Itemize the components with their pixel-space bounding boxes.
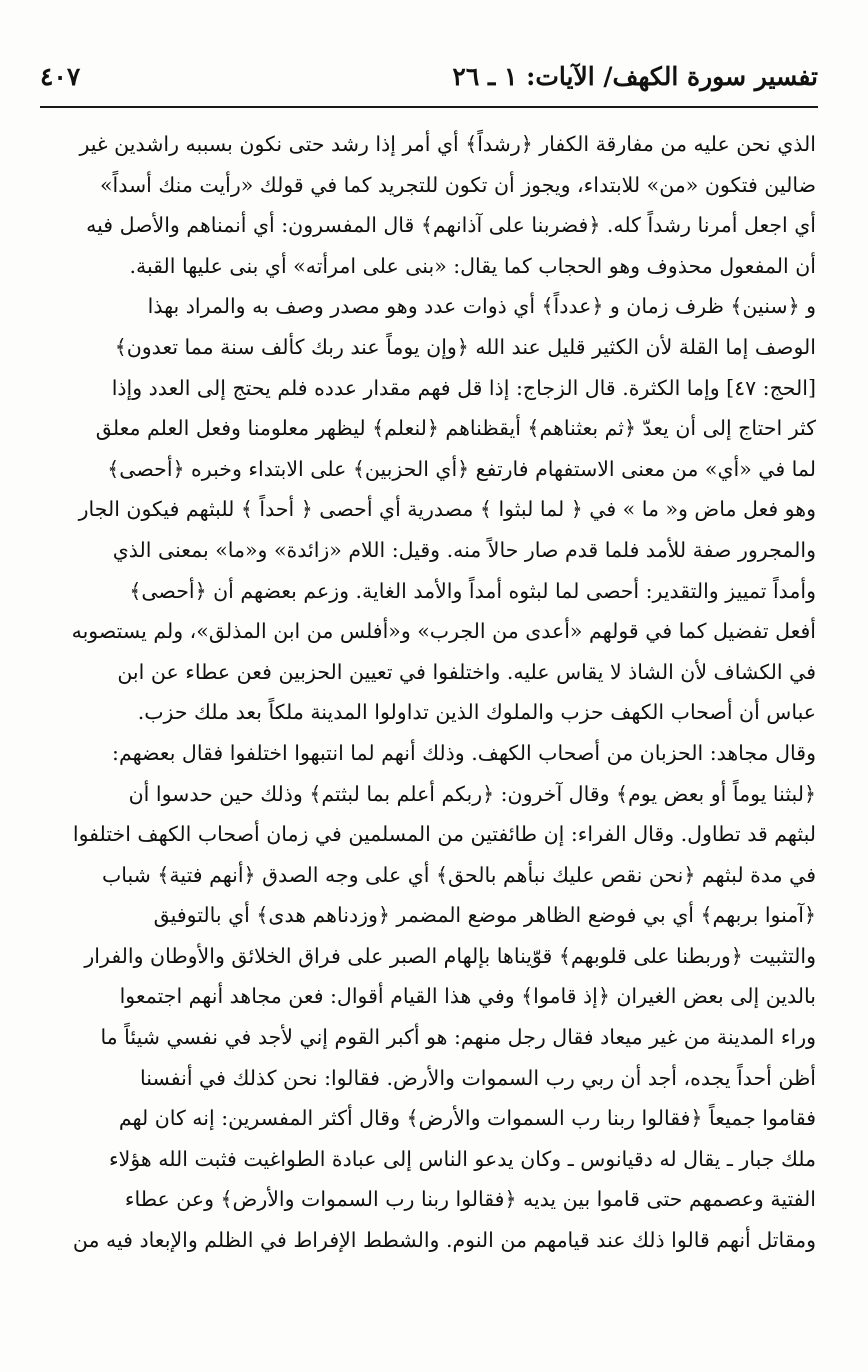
text-line: ومقاتل أنهم قالوا ذلك عند قيامهم من النوم. والشطط الإفراط في الظلم والإبعاد فيه من [72,1228,816,1253]
text-line: الوصف إما القلة لأن الكثير قليل عند الله ﴿وإن يوماً عند ربك كألف سنة مما تعدون﴾ [114,334,816,359]
text-line: وهو فعل ماض و« ما » في ﴿ لما لبثوا ﴾ مصدرية أي أحصى ﴿ أحداً ﴾ للبثهم فيكون الجار [78,497,816,522]
running-title: تفسير سورة الكهف/ الآيات: ١ ـ ٢٦ [452,62,818,91]
body-text [44,124,816,1261]
text-line: أن المفعول محذوف وهو الحجاب كما يقال: «بنى على امرأته» أي بنى عليها القبة. [129,253,816,278]
text-line: الذي نحن عليه من مفارقة الكفار ﴿رشداً﴾ أي أمر إذا رشد حتى نكون بسببه راشدين غير [79,132,816,156]
page-number: ٤٠٧ [40,62,81,91]
text-line: و ﴿سنين﴾ ظرف زمان و ﴿عدداً﴾ أي ذوات عدد وهو مصدر وصف به والمراد بهذا [147,294,816,319]
text-line: أفعل تفضيل كما في قولهم «أعدى من الجرب» و«أفلس من ابن المذلق»، ولم يستصوبه [71,619,816,644]
text-line: ﴿لبثنا يوماً أو بعض يوم﴾ وقال آخرون: ﴿ربكم أعلم بما لبثتم﴾ وذلك حين حدسوا أن [128,781,816,806]
text-line: ﴿آمنوا بربهم﴾ أي بي فوضع الظاهر موضع المضمر ﴿وزدناهم هدى﴾ أي بالتوفيق [153,903,816,928]
text-line: الفتية وعصمهم حتى قاموا بين يديه ﴿فقالوا ربنا رب السموات والأرض﴾ وعن عطاء [124,1187,816,1212]
text-line: لما في «أي» من معنى الاستفهام فارتفع ﴿أي الحزبين﴾ على الابتداء وخبره ﴿أحصى﴾ [107,456,816,481]
text-line: ضالين فتكون «من» للابتداء، ويجوز أن تكون للتجريد كما في قولك «رأيت منك أسداً» [99,172,816,197]
text-line: في مدة لبثهم ﴿نحن نقص عليك نبأهم بالحق﴾ أي على وجه الصدق ﴿أنهم فتية﴾ شباب [101,862,816,887]
text-line: كثر احتاج إلى أن يعدّ ﴿ثم بعثناهم﴾ أيقظناهم ﴿لنعلم﴾ ليظهر معلومنا وفعل العلم معلق [95,416,816,441]
text-line: عباس أن أصحاب الكهف حزب والملوك الذين تداولوا المدينة ملكاً بعد ملك حزب. [137,700,816,725]
text-line: وقال مجاهد: الحزبان من أصحاب الكهف. وذلك أنهم لما انتبهوا اختلفوا فقال بعضهم: [112,740,816,765]
text-line: وراء المدينة من غير ميعاد فقال رجل منهم: هو أكبر القوم إني لأجد في نفسي شيئاً ما [100,1025,816,1050]
text-line: بالدين إلى بعض الغيران ﴿إذ قاموا﴾ وفي هذا القيام أقوال: فعن مجاهد أنهم اجتمعوا [119,984,816,1009]
text-line: أي اجعل أمرنا رشداً كله. ﴿فضربنا على آذانهم﴾ قال المفسرون: أي أنمناهم والأصل فيه [86,213,816,238]
text-line: لبثهم قد تطاول. وقال الفراء: إن طائفتين من المسلمين في زمان أصحاب الكهف اختلفوا [72,822,816,847]
text-line: فقاموا جميعاً ﴿فقالوا ربنا رب السموات والأرض﴾ وقال أكثر المفسرين: إنه كان لهم [118,1106,816,1131]
text-line: والتثبيت ﴿وربطنا على قلوبهم﴾ قوّيناها بإلهام الصبر على فراق الخلائق والأوطان والفرار [84,943,816,968]
text-line: في الكشاف لأن الشاذ لا يقاس عليه. واختلفوا في تعيين الحزبين فعن عطاء عن ابن [117,659,816,684]
text-line: وأمداً تمييز والتقدير: أحصى لما لبثوه أمداً والأمد الغاية. وزعم بعضهم أن ﴿أحصى﴾ [129,578,816,603]
text-line: والمجرور صفة للأمد فلما قدم صار حالاً منه. وقيل: اللام «زائدة» و«ما» بمعنى الذي [112,537,816,562]
text-line: أظن أحداً يجده، أجد أن ربي رب السموات والأرض. فقالوا: نحن كذلك في أنفسنا [140,1065,816,1090]
text-line: ملك جبار ـ يقال له دقيانوس ـ وكان يدعو الناس إلى عبادة الطواغيت فثبت الله هؤلاء [109,1146,816,1171]
text-line: [الحج: ٤٧] وإما الكثرة. قال الزجاج: إذا قل فهم مقدار عدده فلم يحتج إلى العدد وإذا [111,375,816,400]
header-divider [40,106,818,108]
page-header [40,62,818,102]
